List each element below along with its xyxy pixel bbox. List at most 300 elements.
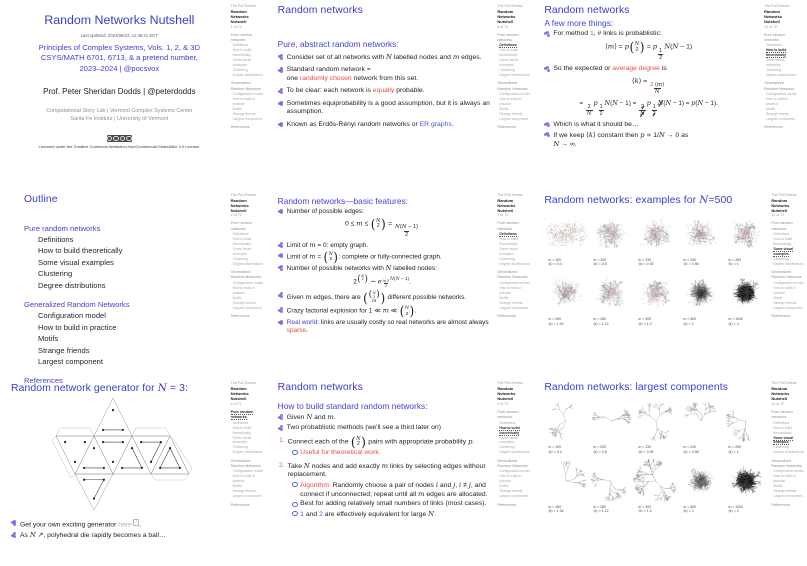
sidebar-nav-item[interactable]: Motifs	[232, 484, 242, 489]
bullet-list	[544, 30, 761, 38]
bullet-list	[544, 121, 761, 150]
clover-bullet-icon	[278, 320, 284, 326]
sidebar-nav-item[interactable]: Largest component	[232, 494, 262, 499]
bullet-list	[544, 65, 761, 73]
thumbnail-label: m = 100 ⟨k⟩ = 0.4	[548, 445, 562, 455]
sidebar-nav-item[interactable]: How to build theoretically	[232, 48, 252, 58]
slide-how-to-build	[267, 377, 534, 566]
sidebar-nav-item[interactable]: Degree distributions	[773, 261, 804, 266]
clover-bullet-icon	[11, 520, 17, 526]
sidebar-nav-item[interactable]: Degree distributions	[232, 450, 263, 455]
sidebar-nav	[497, 410, 531, 508]
network-thumbnail	[679, 269, 723, 326]
slide-sidebar	[770, 189, 807, 378]
network-thumbnail	[634, 397, 678, 454]
sidebar-nav-item[interactable]: Clustering	[499, 256, 515, 261]
bullet-item: Limit of m = ( N 2 ) : complete or fully-connected graph.	[278, 252, 495, 263]
outline-sections	[24, 205, 228, 387]
sidebar-nav-item[interactable]: Pure random networks	[763, 32, 786, 43]
bullet-item: As N ↗, polyhedral die rapidly becomes a ball…	[11, 531, 228, 540]
sidebar-nav-item[interactable]: References	[497, 502, 517, 507]
clover-bullet-icon	[278, 67, 284, 73]
network-thumbnail-grid	[544, 210, 768, 327]
sidebar-nav-item[interactable]: Some visual examples	[499, 58, 518, 68]
sidebar-nav-item[interactable]: Definitions	[232, 420, 249, 425]
sidebar-nav-item[interactable]: Generalized Random Networks	[497, 270, 528, 280]
sub-bullet: 1 and 2 are effectively equivalent for large N.	[292, 510, 495, 519]
slide-title: Random networks—basic features:	[277, 195, 408, 206]
bullet-item: For method 1, # links is probablistic:	[544, 30, 761, 38]
sidebar-nav-item[interactable]: References	[497, 125, 517, 130]
sidebar-nav-item[interactable]: Largest component	[232, 305, 262, 310]
sidebar-nav-item[interactable]: How to build theoretically	[773, 236, 792, 246]
pocsverse-brand: The PoCSverse	[771, 192, 797, 197]
sidebar-nav-item[interactable]: Pure random networks	[230, 32, 252, 43]
thumbnail-label: m = 500 ⟨k⟩ = 2	[683, 317, 697, 326]
sidebar-nav-item[interactable]: Strange friends	[499, 489, 523, 494]
network-thumbnail	[544, 210, 588, 267]
slide-sidebar	[496, 377, 533, 566]
clover-bullet-icon	[278, 88, 284, 94]
sidebar-nav-item[interactable]: Strange friends	[232, 489, 256, 494]
bullet-list	[278, 291, 495, 334]
bullet-item: Number of possible networks with N labelled nodes:	[278, 264, 495, 273]
sidebar-nav-item[interactable]: Degree distributions	[499, 450, 530, 455]
outline-item-link[interactable]: Definitions	[38, 235, 74, 245]
affiliations: Computational Story Lab | Vermont Complex Systems Center Santa Fe Institute | University of Vermont	[46, 107, 193, 122]
outline-item-link[interactable]: Configuration model	[38, 311, 106, 321]
sidebar-nav-item[interactable]: Some visual examples	[773, 246, 794, 256]
bullet-list	[278, 53, 495, 129]
outline-item-link[interactable]: Largest component	[38, 356, 104, 366]
sidebar-nav-item[interactable]: References	[763, 125, 783, 130]
pocsverse-brand: The PoCSverse	[497, 4, 523, 8]
slide-body	[267, 0, 497, 189]
sidebar-nav-item[interactable]: Clustering	[499, 445, 515, 450]
circle-bullet-icon	[292, 511, 298, 516]
thumbnail-label: m = 230 ⟨k⟩ = 0.92	[638, 257, 654, 267]
bullet-item: Consider set of all networks with N labelled nodes and m edges.	[278, 53, 495, 62]
sidebar-nav-item[interactable]: Generalized Random Networks	[497, 458, 528, 469]
sidebar-nav-item[interactable]: Degree distributions	[232, 261, 263, 266]
sidebar-nav-item[interactable]: Largest component	[765, 116, 795, 121]
network-thumbnail	[544, 397, 588, 454]
sidebar-nav-item[interactable]: Generalized Random Networks	[771, 270, 802, 280]
slide-body	[267, 189, 497, 378]
sidebar-nav	[497, 33, 531, 131]
sidebar-nav-item[interactable]: Pure random networks	[771, 221, 793, 231]
sidebar-nav-item[interactable]: Configuration model	[765, 92, 797, 97]
pocsverse-brand: The PoCSverse	[497, 381, 523, 386]
sidebar-nav-item[interactable]: Pure random networks	[497, 409, 519, 420]
slide-few-more-things	[533, 0, 800, 189]
sidebar-nav-item[interactable]: References	[230, 502, 250, 507]
sidebar-nav-item[interactable]: Configuration model	[499, 469, 530, 474]
sidebar-nav-item[interactable]: Largest component	[499, 116, 529, 121]
sidebar-nav-item[interactable]: Definitions	[773, 420, 790, 425]
sidebar-deck-title: Random Networks Nutshell	[763, 9, 782, 25]
pocsverse-brand: The PoCSverse	[763, 4, 790, 8]
sidebar-nav-item[interactable]: Configuration model	[499, 280, 530, 285]
network-thumbnail	[589, 457, 633, 514]
page-number: 13 of 72	[771, 213, 785, 218]
bullet-item: If we keep ⟨k⟩ constant then p ∝ 1/N → 0 as N → ∞.	[544, 131, 761, 150]
sub-bullet: Best for adding relatively small numbers of links (most cases).	[292, 500, 495, 508]
slide-body	[533, 0, 763, 189]
sidebar-nav	[764, 33, 798, 131]
sidebar-nav-item[interactable]: Some visual examples	[232, 246, 252, 256]
sidebar-nav-item[interactable]: Degree distributions	[499, 73, 530, 78]
slide-subtitle: How to build standard random networks:	[277, 401, 428, 412]
clover-bullet-icon	[11, 532, 17, 538]
slide-title: Outline	[24, 193, 58, 205]
sidebar-deck-title: Random Networks Nutshell	[230, 386, 249, 402]
numbered-step: 2. Take N nodes and add exactly m links by selecting edges without replacement. Algorithm: Randomly choose a pair of nodes i and j, i ≠ j, and connect if unconnected; repeat until all m edges are allocated. Best for adding relatively small numbers of links (most cases). 1 and 2 are effectively equivalent for large N.	[278, 462, 495, 521]
sidebar-nav-item[interactable]: Some visual examples	[773, 435, 794, 445]
slide-title: Random network generator for N = 3:	[11, 382, 188, 395]
sidebar-nav-item[interactable]: Definitions	[232, 43, 249, 48]
network-thumbnail	[634, 210, 678, 267]
slide-body	[533, 189, 770, 378]
thumbnail-label: m = 260 ⟨k⟩ = 1.04	[548, 317, 564, 326]
clover-bullet-icon	[278, 54, 284, 60]
clover-bullet-icon	[278, 265, 284, 271]
sidebar-nav-item[interactable]: Clustering	[232, 68, 248, 73]
outline-item-link[interactable]: Strange friends	[38, 345, 90, 355]
bullet-item: So the expected or average degree is	[544, 65, 761, 73]
sidebar-nav-item[interactable]: Strange friends	[773, 489, 797, 494]
sidebar-nav-item[interactable]: Strange friends	[499, 300, 523, 305]
sidebar-nav-item[interactable]: How to build in practice	[232, 474, 255, 484]
thumbnail-label: m = 260 ⟨k⟩ = 1.04	[548, 504, 564, 514]
slide-basic-features	[267, 189, 534, 378]
sidebar-nav-item[interactable]: Generalized Random Networks	[230, 458, 261, 469]
page-number: 2 of 72	[230, 213, 242, 218]
sidebar-nav-item[interactable]: Largest component	[499, 494, 529, 499]
thumbnail-label: m = 240 ⟨k⟩ = 0.96	[683, 257, 699, 267]
sidebar-nav-item[interactable]: How to build in practice	[499, 285, 522, 295]
sidebar-nav-item[interactable]: Degree distributions	[773, 450, 804, 455]
network-thumbnail	[589, 269, 633, 326]
page-number: 6 of 72	[497, 24, 509, 29]
sidebar-nav-item[interactable]: How to build in practice	[499, 474, 522, 484]
outline-section-link[interactable]: References	[24, 376, 63, 386]
license-text: Licensed under the Creative Commons Attribution-NonCommercial-ShareAlike 3.0 License.	[38, 144, 201, 150]
sidebar-nav-item[interactable]: Motifs	[773, 484, 783, 489]
link[interactable]: 1	[300, 510, 304, 518]
clover-bullet-icon	[544, 66, 550, 72]
sidebar-deck-title: Random Networks Nutshell	[497, 386, 516, 402]
slide-sidebar	[770, 377, 807, 566]
thumbnail-label: m = 500 ⟨k⟩ = 2	[683, 504, 697, 514]
author: Prof. Peter Sheridan Dodds | @peterdodds	[43, 86, 196, 96]
sidebar-nav-item[interactable]: How to build in practice	[232, 285, 255, 295]
numbered-steps	[278, 433, 495, 521]
network-thumbnail	[724, 210, 768, 267]
slide-generator-n3	[0, 377, 267, 566]
sidebar-nav-item[interactable]: Largest component	[232, 116, 262, 121]
page-number: 9 of 72	[497, 401, 509, 406]
pocsverse-brand: The PoCSverse	[771, 381, 797, 386]
sidebar-nav-item[interactable]: References	[771, 502, 791, 507]
sidebar-nav-item[interactable]: Definitions	[765, 43, 782, 48]
sidebar-nav-item[interactable]: Clustering	[765, 68, 782, 73]
sidebar-nav-item[interactable]: Configuration model	[232, 280, 264, 285]
thumbnail-label: m = 280 ⟨k⟩ = 1.12	[593, 317, 609, 326]
network-thumbnail	[634, 457, 678, 514]
network-thumbnail	[724, 269, 768, 326]
pocsverse-brand: The PoCSverse	[497, 192, 523, 197]
sidebar-nav	[231, 33, 265, 131]
sidebar-nav-item[interactable]: How to build in practice	[232, 97, 255, 107]
sidebar-nav-item[interactable]: Strange friends	[765, 111, 789, 116]
sidebar-nav-item[interactable]: Configuration model	[232, 92, 264, 97]
link[interactable]: ER graphs	[419, 120, 452, 128]
thumbnail-label: m = 240 ⟨k⟩ = 0.96	[683, 445, 699, 455]
circle-bullet-icon	[292, 482, 298, 487]
sidebar-nav-item[interactable]: Clustering	[499, 68, 515, 73]
page-number: 4 of 72	[230, 401, 242, 406]
sidebar-nav	[231, 221, 265, 319]
thumbnail-label: m = 300 ⟨k⟩ = 1.2	[638, 317, 652, 326]
clover-bullet-icon	[278, 101, 284, 107]
sidebar-nav-item[interactable]: Largest component	[773, 305, 803, 310]
sidebar-nav-item[interactable]: Definitions	[499, 232, 517, 237]
sidebar-nav-item[interactable]: Configuration model	[499, 92, 530, 97]
sub-bullet: Algorithm: Randomly choose a pair of nodes i and j, i ≠ j, and connect if unconnected; repeat until all m edges are allocated.	[292, 481, 495, 500]
sidebar-nav-item[interactable]: Generalized Random Networks	[763, 81, 795, 91]
sidebar-nav-item[interactable]: How to build theoretically	[499, 425, 520, 435]
sidebar-nav-item[interactable]: Degree distributions	[232, 73, 263, 78]
bullet-item: Two probablistic methods (we'll see a third later on)	[278, 424, 495, 432]
thumbnail-label: m = 200 ⟨k⟩ = 0.8	[593, 445, 607, 455]
sidebar-nav	[771, 221, 805, 319]
sidebar-nav-item[interactable]: Pure random networks	[497, 221, 519, 231]
clover-bullet-icon	[278, 253, 284, 259]
circle-bullet-icon	[292, 450, 298, 455]
bullet-item: Given m edges, there are ( ( N 2 ) m ) different possible networks.	[278, 291, 495, 304]
sidebar-nav-item[interactable]: Strange friends	[232, 300, 256, 305]
link[interactable]: here	[118, 521, 132, 529]
bullet-item: Standard random network = one randomly chosen network from this set.	[278, 66, 495, 83]
sidebar-deck-title: Random Networks Nutshell	[230, 197, 249, 213]
sidebar-nav-item[interactable]: Motifs	[773, 295, 783, 300]
bullet-list	[278, 241, 495, 273]
sidebar-nav-item[interactable]: How to build in practice	[773, 285, 796, 295]
bullet-item: Known as Erdős-Rényi random networks or ER graphs.	[278, 121, 495, 129]
slide-body	[533, 377, 770, 566]
outline-item-link[interactable]: Clustering	[38, 269, 73, 279]
sidebar-nav-item[interactable]: Strange friends	[232, 111, 256, 116]
bullet-item: Sometimes equiprobability is a good assumption, but it is always an assumption.	[278, 100, 495, 117]
slide-title: Random networks: largest components	[544, 382, 729, 394]
network-thumbnail-grid	[544, 397, 768, 514]
sidebar-nav-item[interactable]: Clustering	[773, 256, 789, 261]
sidebar-nav-item[interactable]: Largest component	[773, 494, 803, 499]
network-thumbnail	[544, 269, 588, 326]
bullet-item: Crazy factorial explosion for 1 ≪ m ≪ ( N 2 ) .	[278, 306, 495, 317]
sidebar-nav-item[interactable]: Strange friends	[499, 111, 523, 116]
clover-bullet-icon	[278, 122, 284, 128]
clover-bullet-icon	[278, 414, 284, 420]
sidebar-nav-item[interactable]: References	[497, 313, 517, 318]
thumbnail-label: m = 250 ⟨k⟩ = 1	[728, 257, 742, 267]
slide-body	[267, 377, 497, 566]
sidebar-nav-item[interactable]: Clustering	[773, 445, 789, 450]
sidebar-nav-item[interactable]: References	[771, 313, 791, 318]
title-slide-body	[0, 0, 230, 189]
sidebar-nav-item[interactable]: Pure random networks	[771, 409, 793, 420]
sidebar-nav-item[interactable]: Definitions	[773, 232, 790, 237]
equation-cancellation: = $\frac{2}{N}$ p $\frac{1}{2}$ N(N − 1) = $\frac{2}{N}$ p $\frac{1}{2}$ N(N − 1) = p(N − 1).	[579, 99, 718, 118]
outline-item-link[interactable]: Some visual examples	[38, 257, 114, 267]
bullet-item: Get your own exciting generator here ↗.	[11, 519, 228, 530]
page-number: 1 of 72	[230, 24, 242, 29]
deck-title: Random Networks Nutshell	[44, 13, 195, 27]
sidebar-nav-item[interactable]: Motifs	[765, 106, 776, 111]
sidebar-deck-title: Random Networks Nutshell	[771, 386, 790, 402]
sidebar-nav-item[interactable]: Pure random networks	[230, 409, 254, 420]
network-thumbnail	[589, 397, 633, 454]
slide-outline	[0, 189, 267, 386]
sidebar-nav-item[interactable]: Motifs	[499, 295, 509, 300]
sidebar-nav-item[interactable]: Some visual examples	[765, 58, 785, 68]
network-thumbnail	[679, 210, 723, 267]
page-number: 7 of 72	[497, 213, 509, 218]
slide-title: Random networks	[544, 5, 630, 16]
equation-average-degree: ⟨k⟩ = $\frac{2 ⟨m⟩}{N}$	[631, 76, 665, 96]
sidebar-nav	[771, 410, 805, 508]
network-thumbnail	[589, 210, 633, 267]
sidebar-nav-item[interactable]: Largest component	[499, 305, 529, 310]
pocsverse-brand: The PoCSverse	[230, 192, 257, 197]
sidebar-nav-item[interactable]: Configuration model	[773, 280, 804, 285]
equation-mean-links: ⟨m⟩ = p ( N 2 ) = p $\frac{1}{2}$ N(N − 1)	[605, 39, 693, 62]
pocsverse-brand: The PoCSverse	[230, 4, 257, 8]
sidebar-nav-item[interactable]: How to build theoretically	[232, 425, 252, 435]
thumbnail-label: m = 250 ⟨k⟩ = 1	[728, 445, 742, 455]
bullet-list	[11, 519, 228, 541]
slide-title-page	[0, 0, 267, 189]
thumbnail-label: m = 1000 ⟨k⟩ = 4	[728, 504, 744, 514]
outline-item-link[interactable]: Motifs	[38, 334, 59, 344]
outline-item-link[interactable]: How to build theoretically	[38, 246, 123, 256]
bullet-list	[278, 208, 495, 216]
sidebar-nav-item[interactable]: How to build theoretically	[232, 236, 252, 246]
cc-license-badge[interactable]	[107, 135, 132, 142]
slide-sidebar	[763, 0, 800, 189]
sidebar-nav-item[interactable]: Motifs	[499, 106, 509, 111]
sidebar-nav-item[interactable]: Definitions	[232, 232, 249, 237]
bullet-item: Real world: links are usually costly so real networks are almost always sparse.	[278, 319, 495, 335]
link[interactable]: 2	[319, 510, 323, 518]
sidebar-nav-item[interactable]: Some visual examples	[232, 435, 252, 445]
clover-bullet-icon	[278, 242, 284, 248]
sidebar-nav-item[interactable]: Motifs	[232, 295, 242, 300]
sidebar-nav-item[interactable]: Definitions	[499, 420, 516, 425]
course-series: Principles of Complex Systems, Vols. 1, 2, & 3D CSYS/MATH 6701, 6713, & a pretend number, 2023–2024 | @pocsvox	[38, 43, 200, 73]
sidebar-deck-title: Random Networks Nutshell	[230, 9, 249, 25]
sidebar-nav-item[interactable]: Some visual examples	[232, 58, 252, 68]
sidebar-nav-item[interactable]: Generalized Random Networks	[497, 81, 528, 91]
slide-examples-n500	[533, 189, 804, 378]
sub-bullet: Useful for theoretical work.	[292, 449, 495, 457]
slide-sidebar	[496, 189, 533, 378]
sidebar-nav-item[interactable]: How to build in practice	[773, 474, 796, 484]
sidebar-nav-item[interactable]: How to build theoretically	[773, 425, 792, 435]
sidebar-nav-item[interactable]: Some visual examples	[499, 435, 518, 445]
sidebar-nav-item[interactable]: Generalized Random Networks	[771, 458, 802, 469]
outline-section-link[interactable]: Generalized Random Networks	[24, 300, 130, 309]
thumbnail-label: m = 230 ⟨k⟩ = 0.92	[638, 445, 654, 455]
sidebar-nav-item[interactable]: References	[230, 125, 250, 130]
slide-subtitle: A few more things:	[544, 18, 614, 28]
network-thumbnail	[724, 397, 768, 454]
sidebar-nav-item[interactable]: Definitions	[499, 43, 517, 48]
bullet-item: Given N and m.	[278, 413, 495, 422]
network-thumbnail	[544, 457, 588, 514]
sidebar-nav-item[interactable]: How to build in practice	[499, 97, 522, 107]
sidebar-nav-item[interactable]: How to build theoretically	[499, 48, 518, 58]
thumbnail-label: m = 280 ⟨k⟩ = 1.12	[593, 504, 609, 514]
outline-section-link[interactable]: Pure random networks	[24, 223, 101, 233]
page-number: 14 of 72	[771, 401, 785, 406]
sidebar-nav-item[interactable]: Degree distributions	[765, 73, 797, 78]
network-thumbnail	[679, 397, 723, 454]
sidebar-nav-item[interactable]: Some visual examples	[499, 246, 518, 256]
sidebar-nav-item[interactable]: Clustering	[232, 256, 248, 261]
equation-edge-range: 0 ≤ m ≤ ( N 2 ) = $\frac{N(N - 1)}{2}$	[345, 215, 418, 238]
slide-title: Random networks	[277, 5, 363, 16]
outline-item-link[interactable]: Degree distributions	[38, 280, 106, 290]
thumbnail-label: m = 200 ⟨k⟩ = 0.8	[593, 257, 607, 267]
sidebar-nav-item[interactable]: References	[230, 313, 250, 318]
sidebar-nav-item[interactable]: How to build theoretically	[765, 48, 787, 58]
network-thumbnail	[724, 457, 768, 514]
sidebar-nav-item[interactable]: Pure random networks	[497, 32, 519, 43]
bullet-item: Limit of m = 0: empty graph.	[278, 241, 495, 250]
sidebar-nav-item[interactable]: Degree distributions	[499, 261, 530, 266]
octahedron-net-figure	[11, 396, 228, 517]
sidebar-nav-item[interactable]: Motifs	[499, 484, 509, 489]
slide-pure-abstract	[267, 0, 534, 189]
sidebar-nav-item[interactable]: Generalized Random Networks	[230, 270, 261, 280]
outline-item-link[interactable]: How to build in practice	[38, 322, 117, 332]
sidebar-deck-title: Random Networks Nutshell	[497, 197, 516, 213]
sidebar-nav-item[interactable]: Configuration model	[773, 469, 804, 474]
sidebar-nav	[497, 221, 531, 319]
sidebar-nav-item[interactable]: How to build in practice	[765, 97, 789, 107]
slide-body	[0, 377, 230, 566]
clover-bullet-icon	[544, 31, 550, 37]
sidebar-nav-item[interactable]: How to build theoretically	[499, 236, 518, 246]
bullet-item: Number of possible edges:	[278, 208, 495, 216]
bullet-item: Which is what it should be…	[544, 121, 761, 129]
circle-bullet-icon	[292, 502, 298, 507]
sidebar-deck-title: Random Networks Nutshell	[771, 197, 790, 213]
clover-bullet-icon	[544, 122, 550, 128]
sidebar-nav-item[interactable]: Configuration model	[232, 469, 264, 474]
sidebar-nav-item[interactable]: Motifs	[232, 106, 242, 111]
thumbnail-label: m = 1000 ⟨k⟩ = 4	[728, 317, 744, 326]
sidebar-nav-item[interactable]: Generalized Random Networks	[230, 81, 261, 91]
sidebar-nav	[231, 410, 265, 508]
bullet-item: To be clear: each network is equally probable.	[278, 87, 495, 95]
sidebar-nav-item[interactable]: Clustering	[232, 445, 248, 450]
slide-sidebar	[230, 189, 267, 378]
sidebar-nav-item[interactable]: Pure random networks	[230, 221, 252, 231]
sidebar-nav-item[interactable]: Strange friends	[773, 300, 797, 305]
